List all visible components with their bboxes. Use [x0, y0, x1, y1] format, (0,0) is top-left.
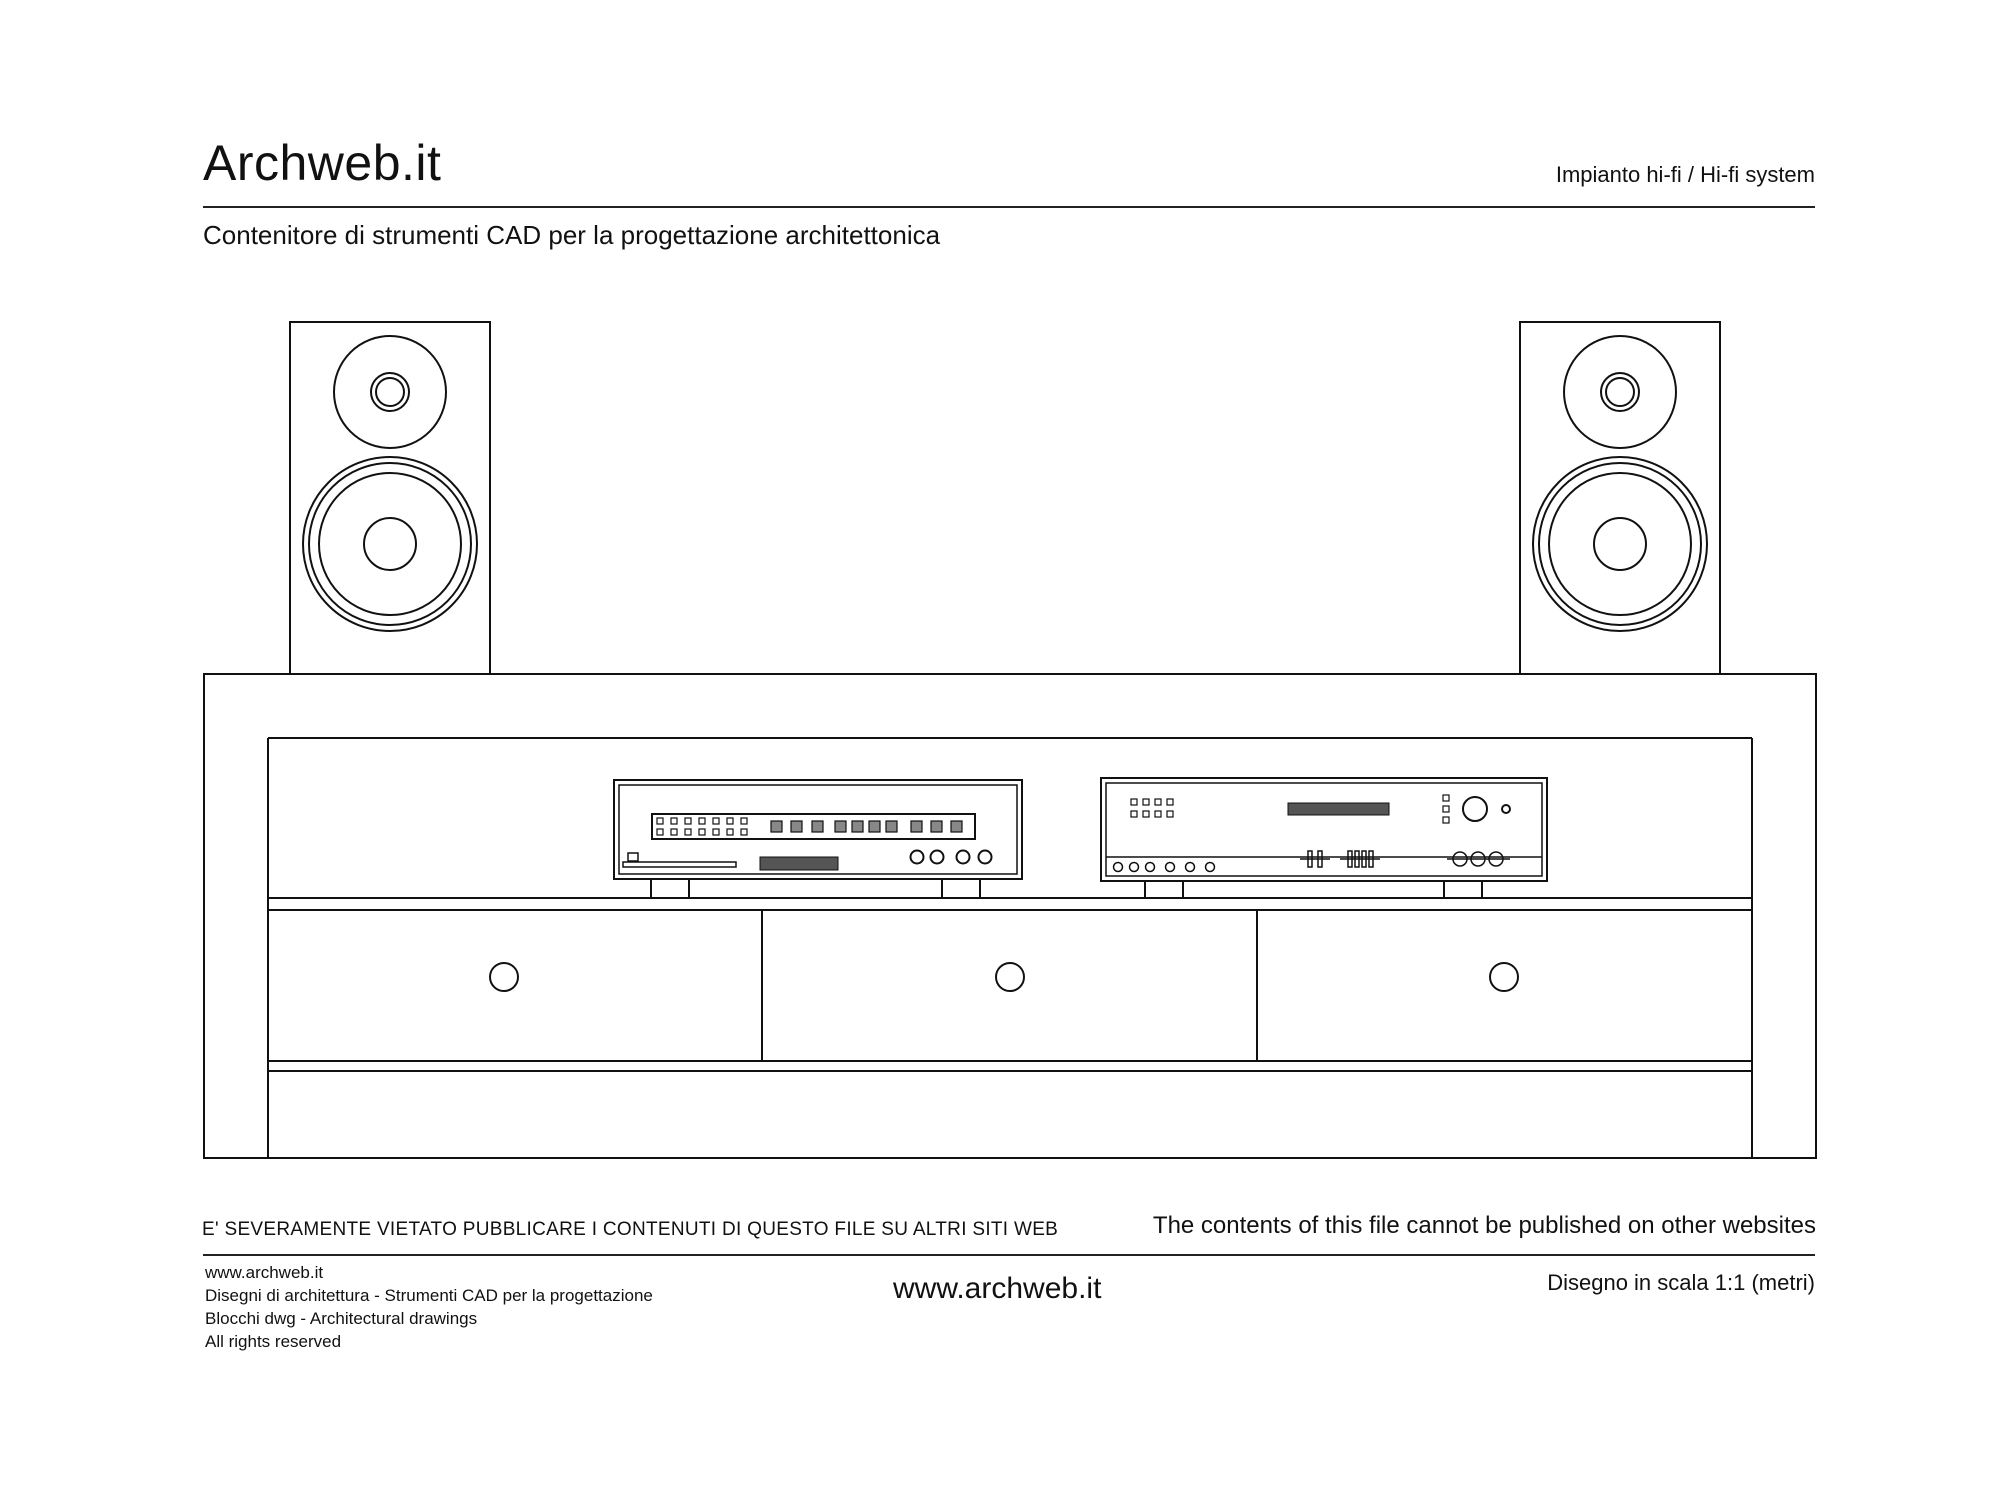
- archweb-logo: Archweb.it: [203, 135, 442, 191]
- cd-button: [931, 851, 944, 864]
- woofer-cone: [1549, 473, 1691, 615]
- tweeter-center: [1606, 378, 1634, 406]
- volume-knob: [1463, 797, 1487, 821]
- amplifier: [1101, 778, 1547, 898]
- cd-grille: [760, 857, 838, 870]
- tweeter-center: [376, 378, 404, 406]
- cd-player: [614, 780, 1022, 898]
- woofer-surround: [1533, 457, 1707, 631]
- copyright-notice-english: The contents of this file cannot be published on other websites: [1152, 1212, 1816, 1239]
- footer-line: Disegni di architettura - Strumenti CAD per la progettazione: [205, 1286, 653, 1305]
- tv-cabinet: [204, 674, 1816, 1158]
- drawer-knob: [996, 963, 1024, 991]
- cabinet-outer: [204, 674, 1816, 1158]
- drawing-scale: Disegno in scala 1:1 (metri): [1547, 1270, 1815, 1295]
- tweeter-outer-ring: [334, 336, 446, 448]
- woofer-edge: [1539, 463, 1701, 625]
- woofer-cone: [319, 473, 461, 615]
- device-foot: [651, 879, 689, 898]
- drawer-knob: [1490, 963, 1518, 991]
- cd-display-indicators: [657, 818, 962, 835]
- amplifier-sliders: [1300, 851, 1510, 867]
- cd-button: [911, 851, 924, 864]
- footer-line: All rights reserved: [205, 1332, 342, 1351]
- woofer-edge: [309, 463, 471, 625]
- cd-button: [957, 851, 970, 864]
- speaker-cabinet: [290, 322, 490, 674]
- amplifier-buttons: [1131, 799, 1173, 817]
- amplifier-display: [1288, 803, 1389, 815]
- cd-button: [979, 851, 992, 864]
- left-speaker: [290, 322, 490, 674]
- woofer-surround: [303, 457, 477, 631]
- right-speaker: [1520, 322, 1720, 674]
- selector-button: [1443, 795, 1449, 801]
- selector-button: [1443, 806, 1449, 812]
- device-foot: [1145, 881, 1183, 898]
- copyright-notice-italian: E' SEVERAMENTE VIETATO PUBBLICARE I CONTENUTI DI QUESTO FILE SU ALTRI SITI WEB: [202, 1219, 1059, 1240]
- eject-button: [628, 853, 638, 861]
- disc-slot: [623, 862, 736, 867]
- woofer-dustcap: [364, 518, 416, 570]
- device-foot: [1444, 881, 1482, 898]
- footer-line: www.archweb.it: [205, 1263, 324, 1282]
- footer-line: Blocchi dwg - Architectural drawings: [205, 1309, 478, 1328]
- drawer-knob: [490, 963, 518, 991]
- drawing-subject: Impianto hi-fi / Hi-fi system: [1555, 162, 1815, 187]
- woofer-dustcap: [1594, 518, 1646, 570]
- amplifier-jacks: [1114, 863, 1215, 872]
- device-foot: [942, 879, 980, 898]
- footer-rule: [203, 1254, 1815, 1256]
- speaker-cabinet: [1520, 322, 1720, 674]
- footer-credits: [205, 1261, 653, 1353]
- site-tagline: Contenitore di strumenti CAD per la progettazione architettonica: [203, 220, 941, 250]
- tweeter-outer-ring: [1564, 336, 1676, 448]
- power-led: [1502, 805, 1510, 813]
- footer-url: www.archweb.it: [893, 1272, 1102, 1305]
- selector-button: [1443, 817, 1449, 823]
